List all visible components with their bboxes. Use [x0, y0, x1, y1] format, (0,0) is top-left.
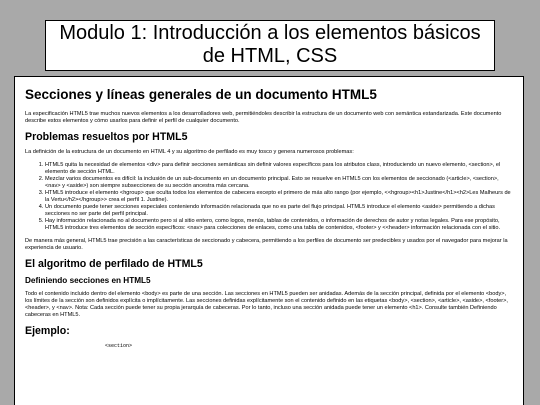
intro-paragraph: La especificación HTML5 trae muchos nuevos elementos a los desarrolladores web, permitiéndoles describir la estructura de un documento web con semántica estandarizada. Este documento describe estos elementos y cómo usarlos para definir el perfil de cualquier documento.	[25, 111, 502, 124]
list-item: 3. HTML5 introduce el elemento <hgroup> que oculta todos los elementos de cabecera excepto el primero de más alto rango (por ejemplo, <<hgroup><h1>Justine</h1><h2>Les Malheurs de la Vertu</h2></hgroup>> crea el perfil 1. Justine).	[45, 190, 513, 204]
title-line-2: de HTML, CSS	[202, 45, 338, 67]
title-line-1: Modulo 1: Introducción a los elementos básicos	[59, 22, 481, 44]
section-heading-problems: Problemas resueltos por HTML5	[25, 131, 188, 143]
list-item: 5. Hay información relacionada no al documento pero si al sitio entero, como logos, menús, tablas de contenidos, o información de derechos de autor y notas legales. Para ese propósito, HTML5 introduce tres elementos de sección específicos: <nav> para colecciones de enlaces, como una tabla de contenidos, <footer> y <<header> información relacionada con el sitio.	[45, 218, 513, 232]
section-heading-example: Ejemplo:	[25, 325, 70, 337]
problems-list	[25, 162, 513, 232]
window-title	[45, 20, 495, 71]
list-item: 4. Un documento puede tener secciones especiales conteniendo información relacionada que no es parte del flujo principal. HTML5 introduce el elemento <aside> permitiendo a dichas secciones no ser parte del perfil principal.	[45, 204, 513, 218]
problems-intro-paragraph: La definición de la estructura de un documento en HTML 4 y su algoritmo de perfilado es muy tosco y genera numerosos problemas:	[25, 149, 354, 155]
section-heading-algorithm: El algoritmo de perfilado de HTML5	[25, 258, 203, 270]
list-item: 1. HTML5 quita la necesidad de elementos <div> para definir secciones semánticas sin definir valores específicos para los atributos class, introduciendo un nuevo elemento, <section>, el elemento de sección HTML.	[45, 162, 513, 176]
page-title: Secciones y líneas generales de un documento HTML5	[25, 87, 377, 102]
document-pane	[14, 76, 524, 405]
code-example: <section>	[105, 343, 133, 349]
subsection-heading-defining: Definiendo secciones en HTML5	[25, 276, 151, 285]
list-item: 2. Mezclar varios documentos es difícil: la inclusión de un sub-documento en un documento principal. Esto se resuelve en HTML5 con los elementos de seccionado (<article>, <section>, <nav> y <aside>) son siempre subsecciones de su sección ancestra más cercana.	[45, 176, 513, 190]
defining-paragraph: Todo el contenido incluido dentro del elemento <body> es parte de una sección. Las secciones en HTML5 pueden ser anidadas. Además de la sección principal, definida por el elemento <body>, los límites de la sección son definidos explícita o implícitamente. Las secciones definidas explícitamente son el contenido definido en las etiquetas <body>, <section>, <article>, <aside>, <footer>, <header>, y <nav>. Nota: Cada sección puede tener su propia jerarquía de cabeceras. Por lo tanto, incluso una sección anidada puede tener un elemento <h1>. Consulte también Definiendo cabeceras en HTML5.	[25, 291, 508, 318]
problems-outro-paragraph: De manera más general, HTML5 trae precisión a las características de seccionado y cabecera, permitiendo a los perfiles de documento ser predecibles y usados por el navegador para mejorar la experiencia de usuario.	[25, 238, 508, 251]
